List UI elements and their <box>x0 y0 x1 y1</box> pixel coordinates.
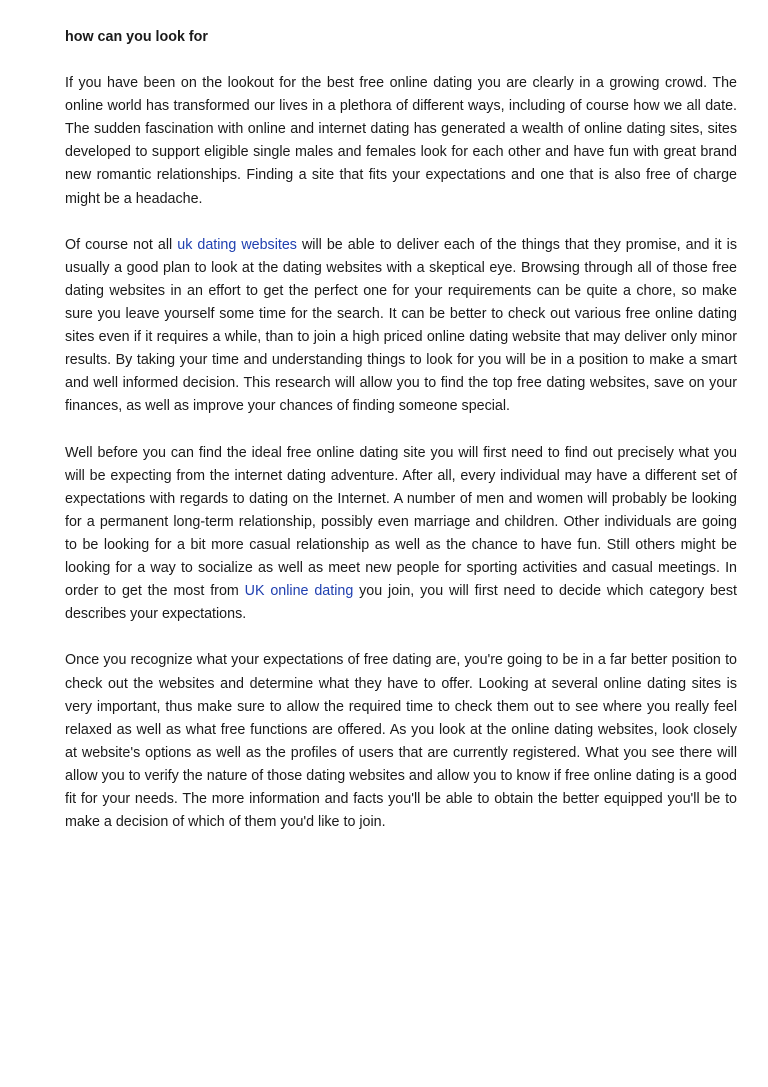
paragraph-text: will be able to deliver each of the things that they promise, and it is usually a good plan to look at the dating websites with a skeptical eye. Browsing through all of those free dating websites in an effort to get the perfect one for your requirements can be quite a chore, so make sure you leave yourself some time for the search. It can be better to check out various free online dating sites even if it requires a while, than to join a high priced online dating website that may deliver only minor results. By taking your time and understanding things to look for you will be in a position to make a smart and well informed decision. This research will allow you to find the top free dating websites, save on your finances, as well as improve your chances of finding someone special. <box>65 236 737 415</box>
paragraph-3 <box>65 442 737 627</box>
document-title: how can you look for <box>65 29 208 45</box>
paragraph-2 <box>65 234 737 419</box>
uk-online-dating-link[interactable]: UK online dating <box>244 583 354 600</box>
paragraph-text: Once you recognize what your expectations of free dating are, you're going to be in a far better position to check out the websites and determine what they have to offer. Looking at several online dating sites is very important, thus make sure to allow the required time to check them out to see where you really feel relaxed as well as what free functions are offered. As you look at the online dating websites, look closely at website's options as well as the profiles of users that are currently registered. What you see there will allow you to verify the nature of those dating websites and allow you to know if free online dating is a good fit for your needs. The more information and facts you'll be able to obtain the better equipped you'll be to make a decision of which of them you'd like to join. <box>65 652 737 831</box>
paragraph-text: If you have been on the lookout for the best free online dating you are clearly in a growing crowd. The online world has transformed our lives in a plethora of different ways, including of course how we all date. The sudden fascination with online and internet dating has generated a wealth of online dating sites, sites developed to support eligible single males and females look for each other and have fun with great brand new romantic relationships. Finding a site that fits your expectations and one that is also free of charge might be a headache. <box>65 75 737 207</box>
paragraph-text: Well before you can find the ideal free online dating site you will first need to find out precisely what you will be expecting from the internet dating adventure. After all, every individual may have a different set of expectations with regards to dating on the Internet. A number of men and women will probably be looking for a permanent long-term relationship, possibly even marriage and children. Other individuals are going to be looking for a bit more casual relationship as well as the chance to have fun. Still others might be looking for a way to socialize as well as meet new people for sporting activities and casual meetings. In order to get the most from <box>65 444 737 600</box>
document-page <box>65 26 737 857</box>
paragraph-text: Of course not all <box>65 236 178 253</box>
paragraph-1 <box>65 72 737 211</box>
uk-dating-websites-link[interactable]: uk dating websites <box>177 236 297 253</box>
paragraph-4 <box>65 649 737 834</box>
paragraph-text: you join, you will first need to decide which category best describes your expectations. <box>65 583 737 623</box>
